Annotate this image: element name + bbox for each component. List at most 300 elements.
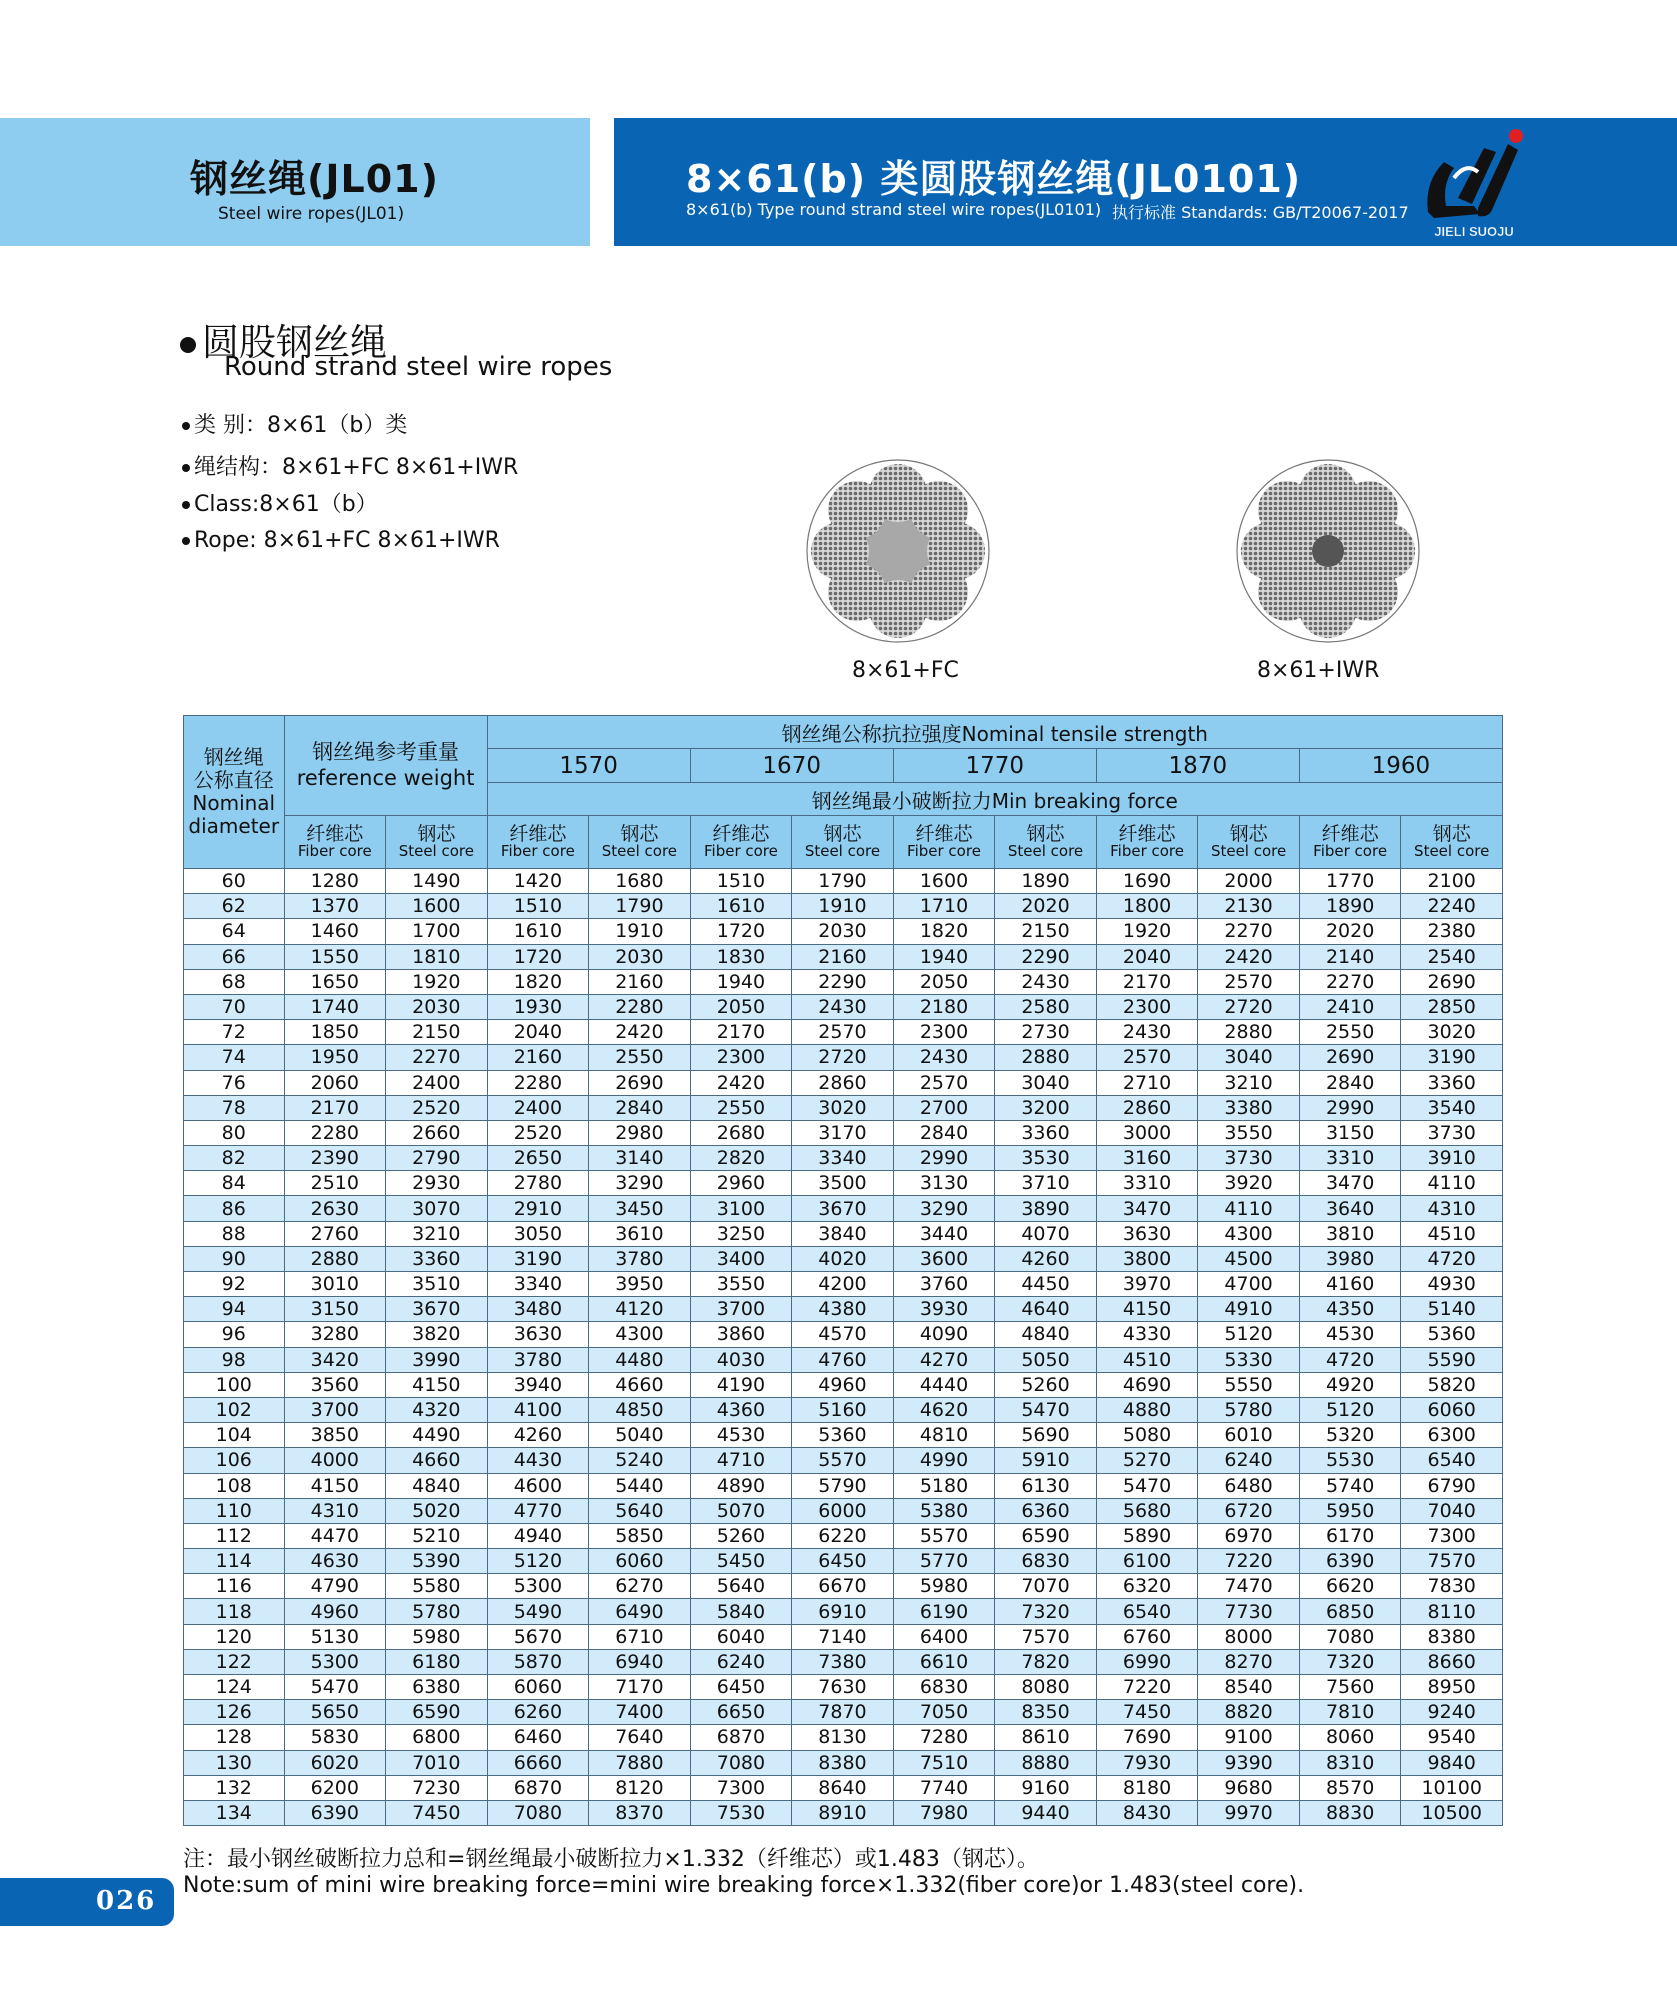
value-cell: 2990 [893,1146,995,1171]
value-cell: 3160 [1096,1146,1198,1171]
value-cell: 5130 [284,1624,386,1649]
value-cell: 1930 [487,994,589,1019]
value-cell: 1950 [284,1045,386,1070]
value-cell: 7300 [690,1775,792,1800]
diameter-cell: 94 [184,1297,285,1322]
section-title: 圆股钢丝绳 [180,312,387,366]
value-cell: 2550 [690,1095,792,1120]
value-cell: 2880 [284,1246,386,1271]
value-cell: 1820 [487,969,589,994]
value-cell: 6540 [1401,1448,1503,1473]
value-cell: 2030 [792,919,894,944]
value-cell: 5780 [1198,1397,1300,1422]
value-cell: 1940 [893,944,995,969]
header-left-band [0,118,590,246]
value-cell: 4020 [792,1246,894,1271]
value-cell: 5470 [995,1397,1097,1422]
value-cell: 3290 [589,1171,691,1196]
value-cell: 7470 [1198,1574,1300,1599]
value-cell: 7050 [893,1700,995,1725]
value-cell: 1490 [386,869,488,894]
diameter-cell: 118 [184,1599,285,1624]
value-cell: 5140 [1401,1297,1503,1322]
value-cell: 3640 [1299,1196,1401,1221]
value-cell: 3550 [690,1272,792,1297]
value-cell: 3700 [284,1397,386,1422]
value-cell: 9440 [995,1800,1097,1825]
table-row [184,1624,1503,1649]
diameter-cell: 110 [184,1498,285,1523]
value-cell: 5980 [386,1624,488,1649]
value-cell: 4720 [1299,1347,1401,1372]
value-cell: 7560 [1299,1675,1401,1700]
value-cell: 4770 [487,1498,589,1523]
value-cell: 4690 [1096,1372,1198,1397]
value-cell: 3890 [995,1196,1097,1221]
value-cell: 7080 [1299,1624,1401,1649]
value-cell: 2550 [589,1045,691,1070]
value-cell: 8120 [589,1775,691,1800]
value-cell: 6870 [690,1725,792,1750]
value-cell: 3700 [690,1297,792,1322]
value-cell: 4300 [1198,1221,1300,1246]
value-cell: 6670 [792,1574,894,1599]
value-cell: 3470 [1096,1196,1198,1221]
diameter-cell: 132 [184,1775,285,1800]
value-cell: 1800 [1096,894,1198,919]
value-cell: 6300 [1401,1423,1503,1448]
value-cell: 7080 [690,1750,792,1775]
diameter-cell: 80 [184,1120,285,1145]
value-cell: 2880 [1198,1020,1300,1045]
table-row [184,1272,1503,1297]
value-cell: 1610 [690,894,792,919]
value-cell: 2040 [487,1020,589,1045]
value-cell: 8270 [1198,1649,1300,1674]
table-row [184,1171,1503,1196]
table-row [184,1725,1503,1750]
value-cell: 6910 [792,1599,894,1624]
value-cell: 1690 [1096,869,1198,894]
value-cell: 6040 [690,1624,792,1649]
value-cell: 1940 [690,969,792,994]
value-cell: 3600 [893,1246,995,1271]
value-cell: 5820 [1401,1372,1503,1397]
value-cell: 1510 [487,894,589,919]
value-cell: 6650 [690,1700,792,1725]
value-cell: 6060 [1401,1397,1503,1422]
diameter-cell: 104 [184,1423,285,1448]
value-cell: 5070 [690,1498,792,1523]
value-cell: 6590 [386,1700,488,1725]
value-cell: 4480 [589,1347,691,1372]
value-cell: 2680 [690,1120,792,1145]
value-cell: 6270 [589,1574,691,1599]
value-cell: 2820 [690,1146,792,1171]
table-row [184,1045,1503,1070]
diameter-cell: 84 [184,1171,285,1196]
diameter-cell: 74 [184,1045,285,1070]
value-cell: 1600 [386,894,488,919]
value-cell: 7080 [487,1800,589,1825]
table-row [184,1675,1503,1700]
value-cell: 1910 [589,919,691,944]
value-cell: 4160 [1299,1272,1401,1297]
value-cell: 7510 [893,1750,995,1775]
value-cell: 3250 [690,1221,792,1246]
value-cell: 2660 [386,1120,488,1145]
value-cell: 3630 [1096,1221,1198,1246]
value-cell: 2570 [1198,969,1300,994]
value-cell: 3470 [1299,1171,1401,1196]
value-cell: 2430 [1096,1020,1198,1045]
value-cell: 2430 [893,1045,995,1070]
value-cell: 6100 [1096,1549,1198,1574]
value-cell: 3340 [487,1272,589,1297]
value-cell: 1820 [893,919,995,944]
value-cell: 6220 [792,1523,894,1548]
breaking-force-header: 钢丝绳最小破断拉力Min breaking force [487,783,1502,816]
diameter-cell: 128 [184,1725,285,1750]
value-cell: 8310 [1299,1750,1401,1775]
value-cell: 5690 [995,1423,1097,1448]
value-cell: 1510 [690,869,792,894]
value-cell: 2050 [893,969,995,994]
value-cell: 5360 [1401,1322,1503,1347]
value-cell: 5780 [386,1599,488,1624]
rope-fc-label: 8×61+FC [852,658,959,683]
value-cell: 2520 [386,1095,488,1120]
value-cell: 4360 [690,1397,792,1422]
page-number: 026 [96,1886,157,1916]
value-cell: 2280 [487,1070,589,1095]
value-cell: 2280 [284,1120,386,1145]
value-cell: 1550 [284,944,386,969]
value-cell: 5160 [792,1397,894,1422]
value-cell: 4810 [893,1423,995,1448]
value-cell: 2140 [1299,944,1401,969]
value-cell: 2060 [284,1070,386,1095]
diameter-cell: 68 [184,969,285,994]
table-row [184,1397,1503,1422]
value-cell: 3990 [386,1347,488,1372]
value-cell: 3020 [792,1095,894,1120]
value-cell: 5260 [690,1523,792,1548]
value-cell: 2430 [995,969,1097,994]
value-cell: 4320 [386,1397,488,1422]
value-cell: 2930 [386,1171,488,1196]
value-cell: 6540 [1096,1599,1198,1624]
value-cell: 6020 [284,1750,386,1775]
value-cell: 7530 [690,1800,792,1825]
value-cell: 6970 [1198,1523,1300,1548]
value-cell: 1890 [995,869,1097,894]
value-cell: 3500 [792,1171,894,1196]
value-cell: 2170 [690,1020,792,1045]
value-cell: 5180 [893,1473,995,1498]
table-row [184,1750,1503,1775]
value-cell: 3150 [1299,1120,1401,1145]
value-cell: 1650 [284,969,386,994]
value-cell: 9540 [1401,1725,1503,1750]
value-cell: 4350 [1299,1297,1401,1322]
value-cell: 6460 [487,1725,589,1750]
value-cell: 4090 [893,1322,995,1347]
value-cell: 4300 [589,1322,691,1347]
value-cell: 2840 [589,1095,691,1120]
fiber-core-header: 纤维芯 Fiber core [1096,816,1198,869]
value-cell: 6380 [386,1675,488,1700]
bullet-icon [182,464,190,472]
value-cell: 4840 [995,1322,1097,1347]
value-cell: 3420 [284,1347,386,1372]
value-cell: 2850 [1401,994,1503,1019]
value-cell: 4570 [792,1322,894,1347]
value-cell: 1420 [487,869,589,894]
value-cell: 2170 [1096,969,1198,994]
table-row [184,869,1503,894]
value-cell: 2960 [690,1171,792,1196]
section-subtitle: Round strand steel wire ropes [224,352,613,382]
strength-header: 钢丝绳公称抗拉强度Nominal tensile strength [487,716,1502,749]
value-cell: 6190 [893,1599,995,1624]
value-cell: 6000 [792,1498,894,1523]
spec-class-cn: 类 别：8×61（b）类 [182,408,407,439]
value-cell: 5830 [284,1725,386,1750]
value-cell: 4470 [284,1523,386,1548]
value-cell: 2650 [487,1146,589,1171]
value-cell: 2420 [589,1020,691,1045]
value-cell: 6610 [893,1649,995,1674]
value-cell: 8660 [1401,1649,1503,1674]
value-cell: 4710 [690,1448,792,1473]
value-cell: 4200 [792,1272,894,1297]
value-cell: 6010 [1198,1423,1300,1448]
steel-core-header: 钢芯 Steel core [1198,816,1300,869]
core-header-row [184,816,1503,869]
value-cell: 2990 [1299,1095,1401,1120]
value-cell: 3290 [893,1196,995,1221]
value-cell: 1720 [690,919,792,944]
table-row [184,919,1503,944]
value-cell: 4940 [487,1523,589,1548]
value-cell: 4990 [893,1448,995,1473]
value-cell: 6850 [1299,1599,1401,1624]
note-cn: 注：最小钢丝破断拉力总和=钢丝绳最小破断拉力×1.332（纤维芯）或1.483（钢芯）。 [183,1847,1039,1872]
rope-fc-cross-section-icon [803,456,993,646]
value-cell: 5680 [1096,1498,1198,1523]
value-cell: 6390 [1299,1549,1401,1574]
diameter-cell: 64 [184,919,285,944]
value-cell: 3020 [1401,1020,1503,1045]
value-cell: 3360 [995,1120,1097,1145]
value-cell: 3010 [284,1272,386,1297]
diameter-cell: 86 [184,1196,285,1221]
value-cell: 4110 [1401,1171,1503,1196]
value-cell: 2760 [284,1221,386,1246]
value-cell: 1610 [487,919,589,944]
value-cell: 6660 [487,1750,589,1775]
value-cell: 4640 [995,1297,1097,1322]
value-cell: 9680 [1198,1775,1300,1800]
value-cell: 2130 [1198,894,1300,919]
value-cell: 5390 [386,1549,488,1574]
value-cell: 4310 [284,1498,386,1523]
value-cell: 4630 [284,1549,386,1574]
value-cell: 8110 [1401,1599,1503,1624]
fiber-core-header: 纤维芯 Fiber core [893,816,995,869]
value-cell: 3530 [995,1146,1097,1171]
table-row [184,1347,1503,1372]
value-cell: 5840 [690,1599,792,1624]
value-cell: 6240 [690,1649,792,1674]
value-cell: 4760 [792,1347,894,1372]
value-cell: 6790 [1401,1473,1503,1498]
table-row [184,1146,1503,1171]
value-cell: 2780 [487,1171,589,1196]
value-cell: 1890 [1299,894,1401,919]
diameter-cell: 96 [184,1322,285,1347]
diameter-cell: 100 [184,1372,285,1397]
value-cell: 5470 [1096,1473,1198,1498]
value-cell: 6590 [995,1523,1097,1548]
value-cell: 5550 [1198,1372,1300,1397]
value-cell: 5020 [386,1498,488,1523]
value-cell: 4960 [284,1599,386,1624]
value-cell: 9100 [1198,1725,1300,1750]
note-en: Note:sum of mini wire breaking force=mini wire breaking force×1.332(fiber core)or 1.483(steel core). [183,1873,1305,1898]
value-cell: 4070 [995,1221,1097,1246]
value-cell: 1920 [386,969,488,994]
value-cell: 4150 [1096,1297,1198,1322]
value-cell: 2550 [1299,1020,1401,1045]
value-cell: 3610 [589,1221,691,1246]
value-cell: 8880 [995,1750,1097,1775]
value-cell: 4530 [690,1423,792,1448]
value-cell: 6990 [1096,1649,1198,1674]
value-cell: 5120 [487,1549,589,1574]
value-cell: 3800 [1096,1246,1198,1271]
value-cell: 5490 [487,1599,589,1624]
company-logo [1414,122,1534,242]
value-cell: 5640 [690,1574,792,1599]
value-cell: 1460 [284,919,386,944]
value-cell: 2040 [1096,944,1198,969]
value-cell: 8570 [1299,1775,1401,1800]
value-cell: 6060 [589,1549,691,1574]
value-cell: 1850 [284,1020,386,1045]
value-cell: 4150 [386,1372,488,1397]
value-cell: 5530 [1299,1448,1401,1473]
value-cell: 2150 [995,919,1097,944]
diameter-cell: 112 [184,1523,285,1548]
value-cell: 7570 [1401,1549,1503,1574]
value-cell: 4270 [893,1347,995,1372]
value-cell: 8820 [1198,1700,1300,1725]
value-cell: 2290 [792,969,894,994]
diameter-cell: 70 [184,994,285,1019]
value-cell: 7220 [1198,1549,1300,1574]
value-cell: 8060 [1299,1725,1401,1750]
value-cell: 1700 [386,919,488,944]
value-cell: 2280 [589,994,691,1019]
diameter-cell: 98 [184,1347,285,1372]
value-cell: 3550 [1198,1120,1300,1145]
value-cell: 3670 [386,1297,488,1322]
value-cell: 4930 [1401,1272,1503,1297]
value-cell: 7690 [1096,1725,1198,1750]
fiber-core-header: 纤维芯 Fiber core [284,816,386,869]
value-cell: 2690 [1299,1045,1401,1070]
value-cell: 6170 [1299,1523,1401,1548]
value-cell: 3360 [386,1246,488,1271]
value-cell: 6720 [1198,1498,1300,1523]
table-row [184,1322,1503,1347]
value-cell: 7640 [589,1725,691,1750]
value-cell: 4310 [1401,1196,1503,1221]
value-cell: 3730 [1198,1146,1300,1171]
table-row [184,1800,1503,1825]
value-cell: 6360 [995,1498,1097,1523]
value-cell: 3950 [589,1272,691,1297]
grade-1570: 1570 [487,749,690,783]
value-cell: 2050 [690,994,792,1019]
steel-core-header: 钢芯 Steel core [995,816,1097,869]
table-row [184,994,1503,1019]
value-cell: 5120 [1299,1397,1401,1422]
value-cell: 2580 [995,994,1097,1019]
value-cell: 2270 [1198,919,1300,944]
table-row [184,1246,1503,1271]
value-cell: 4660 [386,1448,488,1473]
value-cell: 4720 [1401,1246,1503,1271]
value-cell: 2700 [893,1095,995,1120]
bullet-icon [182,501,190,509]
value-cell: 8640 [792,1775,894,1800]
value-cell: 1920 [1096,919,1198,944]
value-cell: 9160 [995,1775,1097,1800]
value-cell: 5450 [690,1549,792,1574]
value-cell: 6450 [690,1675,792,1700]
value-cell: 9240 [1401,1700,1503,1725]
diameter-cell: 124 [184,1675,285,1700]
value-cell: 3910 [1401,1146,1503,1171]
value-cell: 3810 [1299,1221,1401,1246]
table-row [184,1120,1503,1145]
value-cell: 4620 [893,1397,995,1422]
value-cell: 2420 [690,1070,792,1095]
diameter-cell: 120 [184,1624,285,1649]
table-row [184,1297,1503,1322]
table-body [184,869,1503,1826]
value-cell: 5120 [1198,1322,1300,1347]
diameter-cell: 122 [184,1649,285,1674]
value-cell: 2710 [1096,1070,1198,1095]
value-cell: 4260 [487,1423,589,1448]
value-cell: 2150 [386,1020,488,1045]
value-cell: 5270 [1096,1448,1198,1473]
value-cell: 5330 [1198,1347,1300,1372]
value-cell: 6870 [487,1775,589,1800]
value-cell: 8610 [995,1725,1097,1750]
value-cell: 9840 [1401,1750,1503,1775]
bullet-icon [182,422,190,430]
value-cell: 3970 [1096,1272,1198,1297]
value-cell: 6830 [995,1549,1097,1574]
value-cell: 4960 [792,1372,894,1397]
value-cell: 2520 [487,1120,589,1145]
value-cell: 8130 [792,1725,894,1750]
